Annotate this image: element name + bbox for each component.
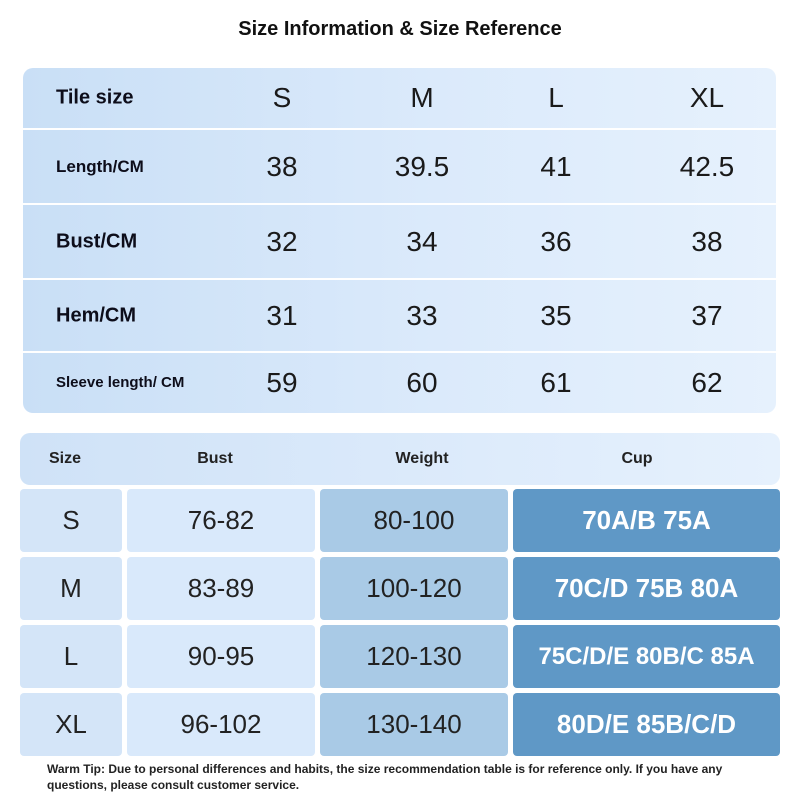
table-cell-bust: 90-95 [127,625,315,688]
column-header-weight: Weight [395,450,449,467]
table-cell: 61 [540,367,572,398]
column-header-bust: Bust [197,450,233,467]
size-reference-header [20,433,780,485]
row-label: Bust/CM [56,230,138,252]
table-cell: 37 [691,299,723,331]
column-header-size: Size [48,450,82,467]
row-label: Hem/CM [56,304,137,326]
warm-tip-note: Warm Tip: Due to personal differences and habits, the size recommendation table is for reference only. If you have any questions, please consult customer service. [47,762,723,792]
table-cell-bust: 76-82 [127,489,315,552]
column-header-cup: Cup [621,450,653,467]
row-label: Sleeve length/ CM [56,374,185,391]
table-cell-weight: 100-120 [320,557,508,620]
table-row [23,130,776,205]
table-cell-cup: 80D/E 85B/C/D [513,693,780,756]
table-cell: 41 [540,150,572,182]
table-cell: 38 [691,225,723,257]
table-cell-cup: 75C/D/E 80B/C 85A [513,625,780,688]
table-cell: 34 [406,225,438,257]
table-row [23,280,776,353]
table-cell-weight: 80-100 [320,489,508,552]
table-cell: 38 [266,150,298,182]
size-information-table [23,68,776,413]
table-cell-bust: 83-89 [127,557,315,620]
size-header: M [410,82,434,113]
table-cell: 31 [266,299,298,331]
table-cell-size: XL [20,693,122,756]
size-header: L [548,82,564,113]
table-cell-size: M [20,557,122,620]
table-cell: 35 [540,299,572,331]
table-cell-weight: 120-130 [320,625,508,688]
table-cell-bust: 96-102 [127,693,315,756]
table-cell: 59 [266,367,298,398]
table-cell-size: S [20,489,122,552]
table-cell: 36 [540,225,572,257]
table-cell: 32 [266,225,298,257]
table-cell-size: L [20,625,122,688]
table-cell: 39.5 [394,150,450,182]
table-cell-weight: 130-140 [320,693,508,756]
table-row [23,353,776,413]
table-cell: 33 [406,299,438,331]
page-title: Size Information & Size Reference [238,18,562,40]
table-header-row [23,68,776,130]
size-header: XL [689,82,725,113]
row-label: Length/CM [56,156,144,176]
table-cell-cup: 70C/D 75B 80A [513,557,780,620]
size-header: S [272,82,292,113]
header-label: Tile size [56,86,134,109]
table-row [23,205,776,280]
table-cell: 62 [691,367,723,398]
table-cell: 42.5 [679,150,735,182]
table-cell-cup: 70A/B 75A [513,489,780,552]
table-cell: 60 [406,367,438,398]
